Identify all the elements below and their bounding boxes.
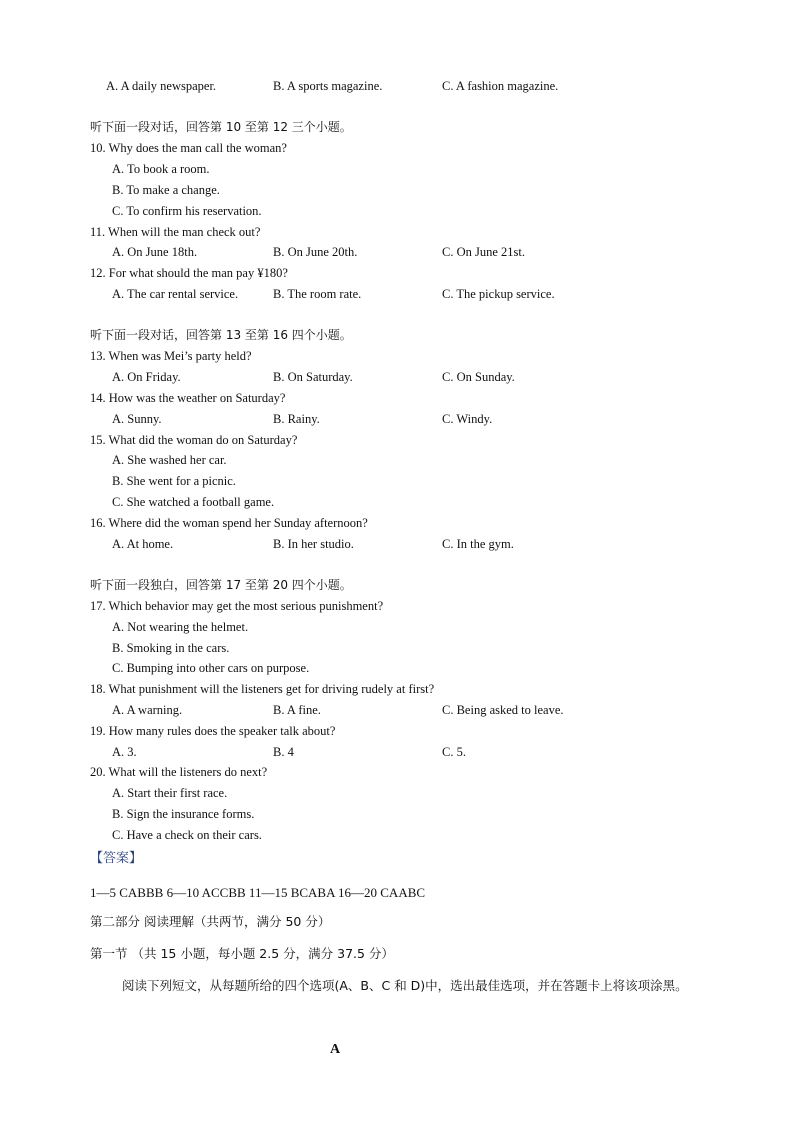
question-11: 11. When will the man check out? — [90, 225, 261, 239]
q16-option-b: B. In her studio. — [273, 537, 354, 551]
section-one-heading: 第一节 （共 15 小题，每小题 2.5 分，满分 37.5 分） — [90, 946, 394, 961]
q17-option-a: A. Not wearing the helmet. — [112, 620, 249, 634]
q16-option-a: A. At home. — [112, 537, 174, 551]
q18-option-a: A. A warning. — [112, 703, 183, 717]
top-option-b: B. A sports magazine. — [273, 79, 383, 93]
section-header-13-16: 听下面一段对话，回答第 13 至第 16 四个小题。 — [90, 328, 352, 342]
q17-option-b: B. Smoking in the cars. — [112, 641, 230, 655]
q10-option-a: A. To book a room. — [112, 162, 210, 176]
q13-option-c: C. On Sunday. — [442, 370, 515, 384]
q13-option-a: A. On Friday. — [112, 370, 181, 384]
section-header-10-12: 听下面一段对话，回答第 10 至第 12 三个小题。 — [90, 120, 352, 134]
q11-option-b: B. On June 20th. — [273, 245, 358, 259]
q14-option-c: C. Windy. — [442, 412, 493, 426]
q14-option-b: B. Rainy. — [273, 412, 320, 426]
q15-option-b: B. She went for a picnic. — [112, 474, 236, 488]
question-10: 10. Why does the man call the woman? — [90, 141, 287, 155]
q10-option-b: B. To make a change. — [112, 183, 220, 197]
answer-key: 1—5 CABBB 6—10 ACCBB 11—15 BCABA 16—20 CAABC — [90, 885, 426, 900]
q13-option-b: B. On Saturday. — [273, 370, 353, 384]
q11-option-c: C. On June 21st. — [442, 245, 525, 259]
q18-option-c: C. Being asked to leave. — [442, 703, 564, 717]
q11-option-a: A. On June 18th. — [112, 245, 198, 259]
part-two-heading: 第二部分 阅读理解（共两节，满分 50 分） — [90, 914, 331, 929]
q19-option-b: B. 4 — [273, 745, 294, 759]
question-19: 19. How many rules does the speaker talk about? — [90, 724, 336, 738]
q14-option-a: A. Sunny. — [112, 412, 162, 426]
q12-option-a: A. The car rental service. — [112, 287, 239, 301]
question-16: 16. Where did the woman spend her Sunday afternoon? — [90, 516, 368, 530]
answer-title: 【答案】 — [90, 851, 143, 866]
question-12: 12. For what should the man pay ¥180? — [90, 266, 288, 280]
q10-option-c: C. To confirm his reservation. — [112, 204, 262, 218]
question-17: 17. Which behavior may get the most serious punishment? — [90, 599, 384, 613]
q15-option-c: C. She watched a football game. — [112, 495, 275, 509]
question-18: 18. What punishment will the listeners get for driving rudely at first? — [90, 682, 435, 696]
question-13: 13. When was Mei’s party held? — [90, 349, 252, 363]
reading-instruction: 阅读下列短文，从每题所给的四个选项(A、B、C 和 D)中，选出最佳选项，并在答题卡上将该项涂黑。 — [122, 978, 688, 993]
q17-option-c: C. Bumping into other cars on purpose. — [112, 661, 310, 675]
q20-option-a: A. Start their first race. — [112, 786, 228, 800]
q19-option-c: C. 5. — [442, 745, 466, 759]
question-14: 14. How was the weather on Saturday? — [90, 391, 286, 405]
q12-option-c: C. The pickup service. — [442, 287, 555, 301]
top-option-c: C. A fashion magazine. — [442, 79, 559, 93]
section-header-17-20: 听下面一段独白，回答第 17 至第 20 四个小题。 — [90, 578, 352, 592]
top-option-a: A. A daily newspaper. — [106, 79, 217, 93]
q16-option-c: C. In the gym. — [442, 537, 514, 551]
q20-option-b: B. Sign the insurance forms. — [112, 807, 255, 821]
q15-option-a: A. She washed her car. — [112, 453, 227, 467]
q12-option-b: B. The room rate. — [273, 287, 362, 301]
passage-label: A — [330, 1042, 341, 1057]
q19-option-a: A. 3. — [112, 745, 137, 759]
question-20: 20. What will the listeners do next? — [90, 765, 268, 779]
q18-option-b: B. A fine. — [273, 703, 321, 717]
q20-option-c: C. Have a check on their cars. — [112, 828, 262, 842]
question-15: 15. What did the woman do on Saturday? — [90, 433, 298, 447]
